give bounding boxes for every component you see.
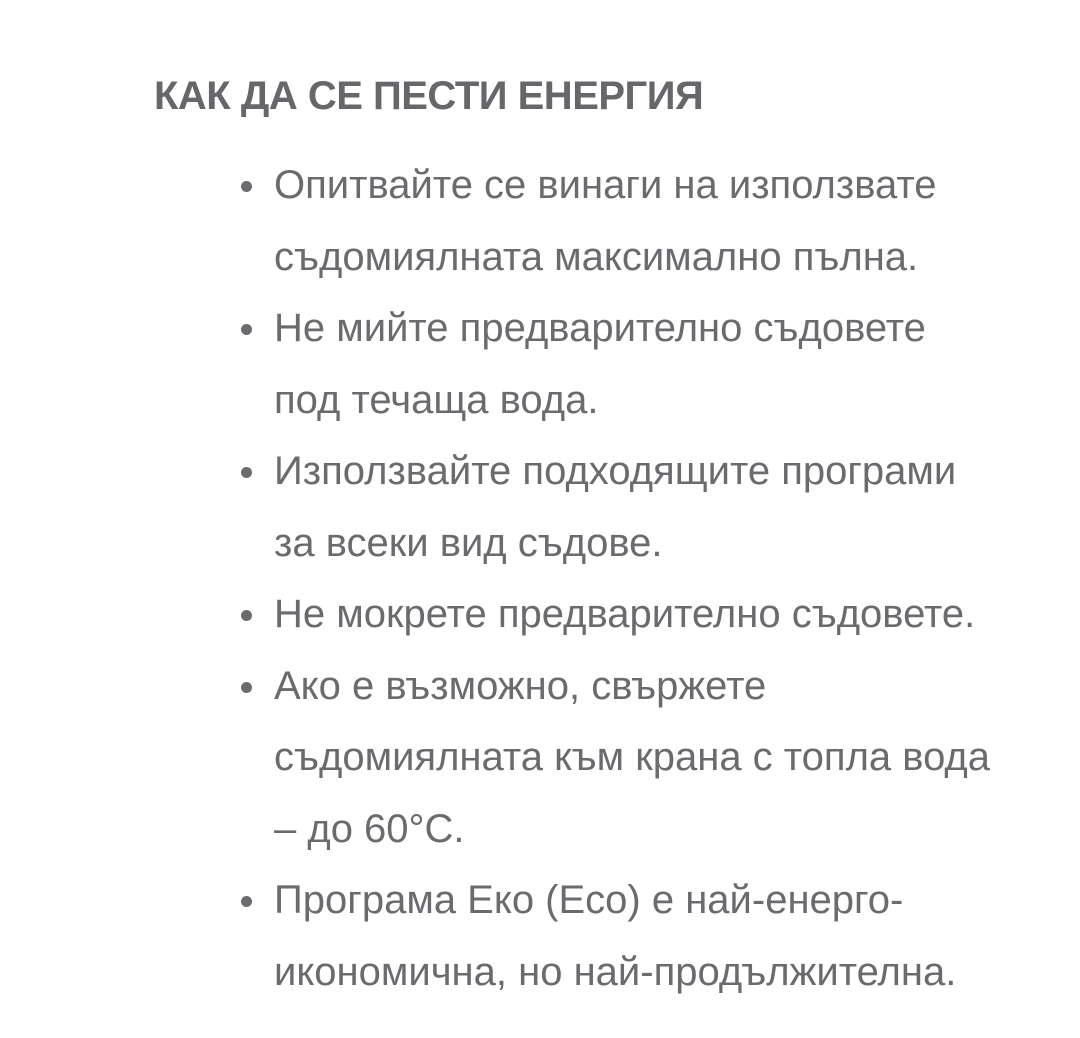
list-item	[236, 865, 1056, 1008]
tip-text-line: Опитвайте се винаги на използвате	[274, 163, 937, 207]
list-item	[236, 651, 1056, 866]
list-item	[236, 436, 1056, 579]
list-item	[236, 579, 1056, 651]
tip-text-line: за всеки вид съдове.	[274, 520, 663, 565]
tip-text-line: Не мокрете предварително съдовете.	[274, 592, 976, 636]
list-item	[236, 150, 1056, 293]
tip-text-line: икономична, но най-продължителна.	[274, 949, 957, 994]
tip-text-line: под течаща вода.	[274, 377, 599, 422]
tip-text-line: Използвайте подходящите програми	[274, 449, 957, 493]
energy-tips-list	[236, 150, 1056, 1008]
tip-text-line: съдомиялната максимално пълна.	[274, 234, 919, 279]
bullet-icon	[241, 682, 252, 693]
tip-text-line: – до 60°C.	[274, 806, 465, 851]
tip-text-line: Програма Еко (Eco) е най-енерго-	[274, 878, 904, 922]
bullet-icon	[241, 896, 252, 907]
tip-text-line: Ако е възможно, свържете	[274, 663, 767, 708]
section-heading: КАК ДА СЕ ПЕСТИ ЕНЕРГИЯ	[154, 74, 704, 118]
tip-text-line: Не мийте предварително съдовете	[274, 306, 926, 350]
bullet-icon	[241, 324, 252, 335]
bullet-icon	[241, 610, 252, 621]
bullet-icon	[241, 181, 252, 192]
list-item	[236, 293, 1056, 436]
bullet-icon	[241, 467, 252, 478]
tip-text-line: съдомиялната към крана с топла вода	[274, 735, 991, 779]
